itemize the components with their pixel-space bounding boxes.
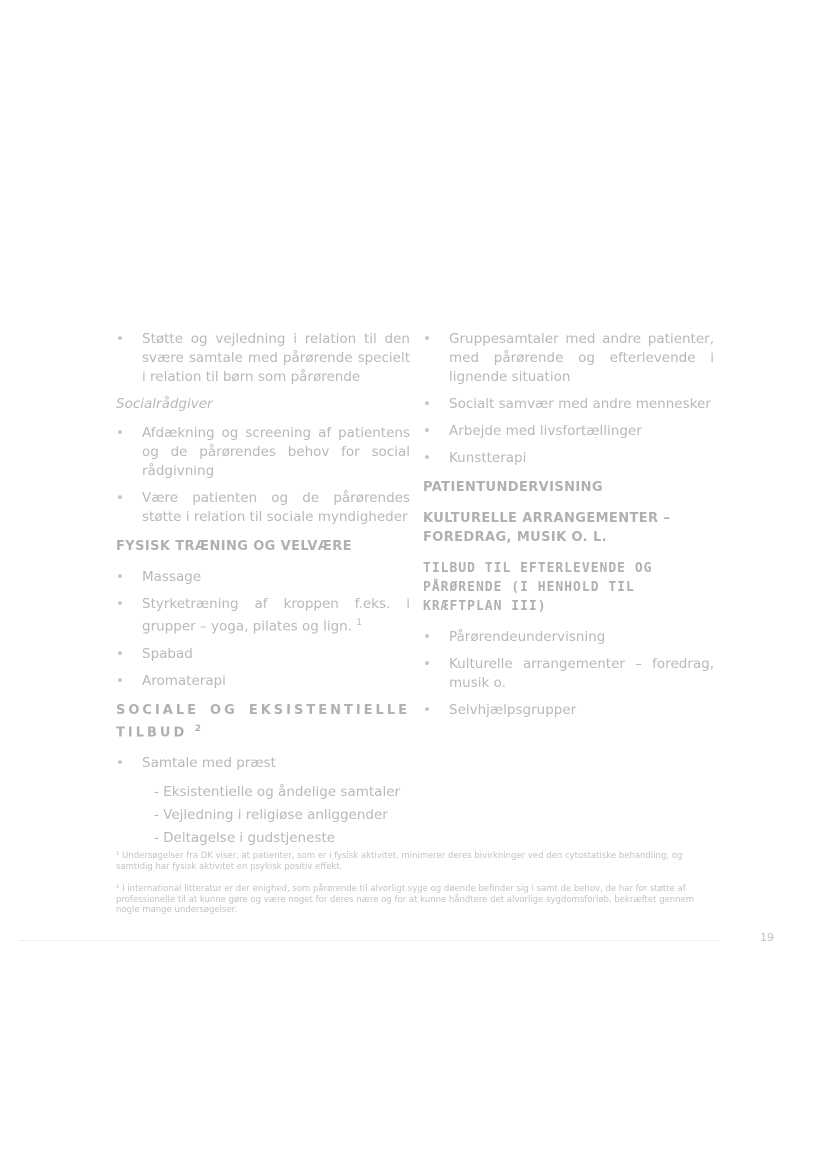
list-item: • Spabad	[116, 645, 193, 662]
list-item: • Selvhjælpsgrupper	[423, 702, 577, 718]
footnote: ¹ Undersøgelser fra DK viser, at patienter, som er i fysisk aktivitet, minimerer deres bivirkninger ved den cytostatiske behandling, og samtidig har fysisk aktivitet en psykisk positiv effekt.	[116, 851, 683, 872]
list-item: • Styrketræning af kroppen f.eks. i grupper – yoga, pilates og lign. $^1$	[116, 596, 410, 635]
fysisk-heading: FYSISK TRÆNING OG VELVÆRE	[116, 539, 352, 554]
bullet-icon: •	[423, 656, 431, 672]
bullet-icon: •	[116, 331, 124, 347]
bullet-icon: •	[423, 331, 431, 347]
kultur-heading: KULTURELLE ARRANGEMENTER – FOREDRAG, MUSIK O. L.	[423, 511, 671, 545]
social-list	[116, 424, 410, 527]
bullet-icon: •	[423, 450, 431, 466]
bullet-icon: •	[116, 490, 124, 506]
dash-list	[116, 781, 410, 850]
bullet-icon: •	[116, 645, 124, 662]
dash-item: - Eksistentielle og åndelige samtaler	[154, 783, 401, 800]
dash-item: - Deltagelse i gudstjeneste	[154, 829, 336, 846]
bullet-icon: •	[116, 672, 124, 689]
list-item: • Være patienten og de pårørendes støtte i relation til sociale myndigheder	[116, 490, 410, 525]
dash-item: - Vejledning i religiøse anliggender	[154, 806, 388, 823]
right-column	[423, 330, 714, 728]
bullet-icon: •	[423, 423, 431, 439]
list-item: • Gruppesamtaler med andre patienter, med pårørende og efterlevende i lignende situation	[423, 331, 714, 385]
fysisk-list	[116, 568, 410, 691]
footnote-ref: 2	[194, 723, 205, 734]
page-number: 19	[760, 931, 774, 944]
list-item: • Massage	[116, 569, 202, 585]
list-item: • Pårørendeundervisning	[423, 629, 606, 645]
bullet-icon: •	[116, 425, 124, 441]
tilbud-heading: TILBUD TIL EFTERLEVENDE OG PÅRØRENDE (I HENHOLD TIL KRÆFTPLAN III)	[423, 561, 653, 614]
footnote-ref: 1	[356, 618, 363, 628]
bullet-icon: •	[423, 396, 431, 412]
patient-heading: PATIENTUNDERVISNING	[423, 480, 603, 495]
bullet-icon: •	[423, 629, 431, 645]
list-item: • Aromaterapi	[116, 672, 226, 689]
bullet-icon: •	[116, 596, 124, 612]
intro-list	[116, 330, 410, 387]
list-item: • Afdækning og screening af patientens og de pårørendes behov for social rådgivning	[116, 425, 410, 479]
tilbud-list	[423, 628, 714, 720]
sociale-heading: SOCIALE OG EKSISTENTIELLE TILBUD $^2$	[116, 702, 410, 740]
left-column	[116, 330, 410, 850]
list-item: • Arbejde med livsfortællinger	[423, 423, 642, 439]
right-list	[423, 330, 714, 468]
list-item: • Socialt samvær med andre mennesker	[423, 396, 711, 412]
sociale-list	[116, 754, 410, 773]
list-item: • Kulturelle arrangementer – foredrag, musik o.	[423, 656, 714, 691]
footnote: ² I international litteratur er der enighed, som pårørende til alvorligt syge og døende befinder sig i samt de behov, de har for støtte af professionelle til at kunne gøre og være noget for deres nære og for at kunne håndtere det alvorlige sygdomsforløb, bekræftet gennem nogle mange undersøgelser.	[116, 884, 695, 915]
bullet-icon: •	[116, 569, 124, 585]
footnotes	[116, 851, 716, 928]
social-subheading: Socialrådgiver	[116, 396, 213, 412]
list-item: • Støtte og vejledning i relation til den svære samtale med pårørende specielt i relation til børn som pårørende	[116, 331, 410, 385]
bullet-icon: •	[423, 702, 431, 718]
list-item: • Samtale med præst	[116, 754, 276, 771]
bullet-icon: •	[116, 754, 124, 771]
list-item: • Kunstterapi	[423, 450, 527, 466]
footer-divider	[20, 940, 720, 941]
